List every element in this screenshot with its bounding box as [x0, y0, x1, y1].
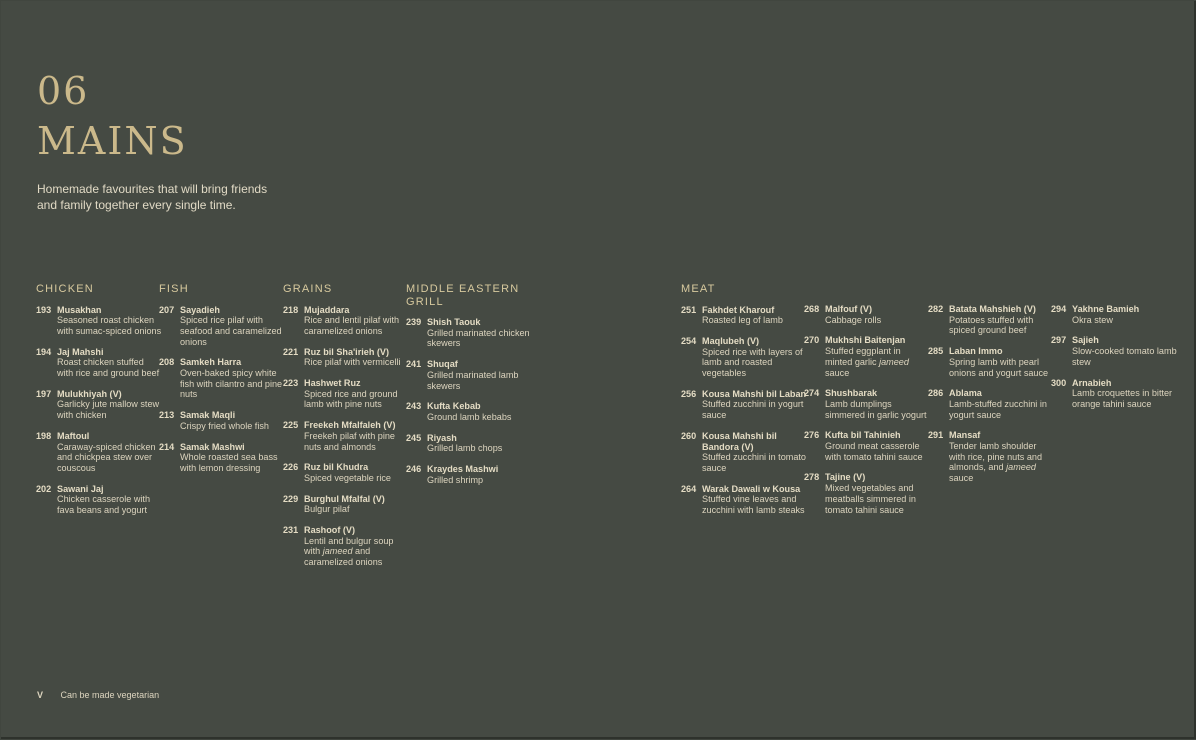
menu-item: [804, 335, 930, 378]
item-number: 231: [283, 525, 299, 536]
menu-item-list: [804, 304, 930, 515]
menu-item: [681, 484, 807, 516]
section-number: 06: [37, 69, 90, 113]
item-name: Rashoof (V): [304, 525, 356, 536]
item-number: 241: [406, 359, 422, 370]
item-description: Caraway-spiced chicken and chickpea stew over couscous: [57, 441, 156, 473]
item-name: Mukhshi Baitenjan: [825, 335, 906, 346]
item-name: Maftoul: [57, 430, 90, 441]
item-body: [304, 305, 409, 337]
item-name: Shuqaf: [427, 359, 458, 370]
menu-item: [928, 388, 1054, 420]
item-body: [180, 410, 285, 431]
menu-item: [36, 305, 162, 337]
menu-item: [681, 336, 807, 379]
item-name: Arnabieh: [1072, 377, 1112, 388]
item-name: Hashwet Ruz: [304, 378, 361, 389]
menu-item: [928, 430, 1054, 484]
column-heading: FISH: [159, 283, 189, 295]
item-name: Warak Dawali w Kousa: [702, 483, 801, 494]
item-number: 254: [681, 335, 697, 346]
menu-item: [804, 472, 930, 515]
item-description: Bulgur pilaf: [304, 504, 350, 515]
item-description: Cabbage rolls: [825, 314, 882, 325]
menu-item: [159, 410, 285, 431]
menu-item: [1051, 304, 1177, 325]
menu-item: [159, 357, 285, 400]
item-name: Burghul Mfalfal (V): [304, 493, 385, 504]
item-body: [427, 464, 532, 485]
item-description: Stuffed zucchini in tomato sauce: [702, 452, 806, 473]
item-name: Samak Mashwi: [180, 441, 245, 452]
item-number: 251: [681, 304, 697, 315]
item-body: [702, 336, 807, 379]
menu-item: [1051, 378, 1177, 410]
item-number: 264: [681, 483, 697, 494]
menu-item: [283, 420, 409, 452]
item-description: Rice pilaf with vermicelli: [304, 357, 401, 368]
item-name: Ablama: [949, 388, 982, 399]
item-name: Sajieh: [1072, 335, 1099, 346]
menu-item: [406, 433, 532, 454]
item-description: Roast chicken stuffed with rice and ground beef: [57, 357, 160, 379]
item-body: [304, 525, 409, 568]
menu-item: [406, 401, 532, 422]
item-body: [427, 359, 532, 391]
item-body: [702, 431, 807, 474]
item-body: [702, 305, 807, 326]
item-description: Grilled lamb chops: [427, 443, 503, 454]
item-name: Kousa Mahshi bil Laban: [702, 388, 807, 399]
item-body: [304, 420, 409, 452]
section-title: MAINS: [37, 119, 188, 163]
item-description: Lamb dumplings simmered in garlic yogurt: [825, 398, 927, 420]
menu-item: [283, 305, 409, 337]
item-body: [825, 430, 930, 462]
item-body: [427, 401, 532, 422]
item-description: Tender lamb shoulder with rice, pine nuts and almonds, and jameed sauce: [949, 441, 1043, 484]
item-body: [57, 484, 162, 516]
item-name: Shushbarak: [825, 388, 878, 399]
item-number: 260: [681, 430, 697, 441]
item-description: Seasoned roast chicken with sumac-spiced onions: [57, 315, 162, 336]
item-name: Samkeh Harra: [180, 357, 242, 368]
item-body: [180, 305, 285, 348]
section-intro: Homemade favourites that will bring friends and family together every single time.: [37, 182, 268, 212]
menu-column: [283, 283, 409, 578]
item-description: Chicken casserole with fava beans and yogurt: [57, 494, 150, 516]
item-description: Freekeh pilaf with pine nuts and almonds: [304, 430, 395, 452]
item-name: Kufta bil Tahinieh: [825, 430, 901, 441]
menu-item: [804, 304, 930, 325]
item-body: [1072, 335, 1177, 367]
item-number: 291: [928, 430, 944, 441]
menu-item: [159, 442, 285, 474]
item-number: 300: [1051, 377, 1067, 388]
menu-item: [36, 431, 162, 474]
item-name: Mujaddara: [304, 304, 350, 315]
item-description: Spiced rice with layers of lamb and roasted vegetables: [702, 346, 803, 379]
menu-item: [36, 347, 162, 379]
item-name: Yakhne Bamieh: [1072, 304, 1140, 314]
menu-page: [1, 1, 1196, 739]
item-body: [825, 335, 930, 378]
item-name: Freekeh Mfalfaleh (V): [304, 420, 396, 431]
item-description: Potatoes stuffed with spiced ground beef: [949, 314, 1034, 336]
item-name: Mansaf: [949, 430, 981, 441]
item-name: Kousa Mahshi bil Bandora (V): [702, 430, 777, 452]
menu-item: [283, 347, 409, 368]
menu-item: [804, 388, 930, 420]
menu-item: [681, 431, 807, 474]
item-name: Fakhdet Kharouf: [702, 304, 775, 315]
item-description: Slow-cooked tomato lamb stew: [1072, 346, 1177, 367]
menu-column: [681, 283, 807, 526]
legend-symbol: V: [37, 690, 44, 700]
menu-item: [406, 359, 532, 391]
item-number: 223: [283, 378, 299, 389]
item-body: [1072, 378, 1177, 410]
menu-item: [283, 378, 409, 410]
item-body: [949, 304, 1054, 336]
item-body: [949, 346, 1054, 378]
menu-item-list: [1051, 304, 1177, 410]
menu-item-list: [36, 305, 162, 516]
item-number: 226: [283, 462, 299, 473]
item-body: [702, 389, 807, 421]
menu-column: [928, 304, 1054, 494]
item-number: 278: [804, 472, 820, 483]
item-description: Grilled shrimp: [427, 474, 484, 485]
item-body: [57, 347, 162, 379]
item-body: [180, 357, 285, 400]
item-number: 213: [159, 410, 175, 421]
item-number: 256: [681, 388, 697, 399]
item-body: [57, 389, 162, 421]
item-name: Maqlubeh (V): [702, 335, 760, 346]
item-number: 207: [159, 304, 175, 315]
item-number: 198: [36, 430, 52, 441]
item-body: [427, 433, 532, 454]
menu-column: [804, 304, 930, 525]
menu-column: [406, 283, 532, 495]
item-number: 245: [406, 432, 422, 443]
menu-column: [159, 283, 285, 484]
item-name: Musakhan: [57, 304, 102, 315]
item-number: 225: [283, 420, 299, 431]
item-number: 243: [406, 401, 422, 412]
item-body: [304, 494, 409, 515]
item-body: [57, 431, 162, 474]
item-description: Garlicky jute mallow stew with chicken: [57, 399, 160, 421]
item-description: Stuffed vine leaves and zucchini with lamb steaks: [702, 494, 805, 516]
column-heading: CHICKEN: [36, 283, 94, 295]
item-description: Ground meat casserole with tomato tahini sauce: [825, 441, 923, 462]
column-heading: MEAT: [681, 283, 716, 295]
column-heading: MIDDLE EASTERN GRILL: [406, 283, 520, 308]
item-name: Riyash: [427, 432, 457, 443]
item-description: Lamb-stuffed zucchini in yogurt sauce: [949, 398, 1047, 420]
item-description: Oven-baked spicy white fish with cilantro and pine nuts: [180, 368, 283, 400]
menu-item: [406, 317, 532, 349]
menu-item: [928, 304, 1054, 336]
menu-item: [928, 346, 1054, 378]
item-number: 218: [283, 304, 299, 315]
item-number: 286: [928, 388, 944, 399]
item-description: Spiced vegetable rice: [304, 472, 391, 483]
item-body: [949, 388, 1054, 420]
item-name: Ruz bil Sha'irieh (V): [304, 346, 390, 357]
menu-item-list: [159, 305, 285, 474]
column-heading: GRAINS: [283, 283, 333, 295]
item-description: Spiced rice pilaf with seafood and caramelized onions: [180, 315, 282, 347]
item-body: [702, 484, 807, 516]
item-description: Stuffed zucchini in yogurt sauce: [702, 399, 804, 421]
menu-item: [36, 389, 162, 421]
item-name: Samak Maqli: [180, 410, 236, 421]
item-description: Rice and lentil pilaf with caramelized onions: [304, 315, 400, 336]
item-description: Whole roasted sea bass with lemon dressing: [180, 452, 278, 473]
item-number: 239: [406, 317, 422, 327]
item-description: Spiced rice and ground lamb with pine nuts: [304, 388, 398, 410]
item-name: Sawani Jaj: [57, 483, 104, 494]
item-description: Lentil and bulgur soup with jameed and caramelized onions: [304, 535, 394, 568]
item-body: [825, 472, 930, 515]
item-number: 285: [928, 346, 944, 357]
item-description: Spring lamb with pearl onions and yogurt sauce: [949, 356, 1049, 378]
item-name: Ruz bil Khudra: [304, 462, 369, 473]
item-number: 202: [36, 483, 52, 494]
menu-item: [681, 305, 807, 326]
item-name: Mulukhiyah (V): [57, 388, 122, 399]
item-number: 294: [1051, 304, 1067, 314]
item-description: Lamb croquettes in bitter orange tahini sauce: [1072, 388, 1173, 409]
menu-item-list: [928, 304, 1054, 484]
menu-item-list: [406, 317, 532, 485]
item-description: Crispy fried whole fish: [180, 420, 269, 431]
item-body: [949, 430, 1054, 484]
item-body: [427, 317, 532, 349]
menu-item: [1051, 335, 1177, 367]
menu-column: [1051, 304, 1177, 420]
menu-item: [159, 305, 285, 348]
item-number: 208: [159, 357, 175, 368]
item-body: [1072, 304, 1177, 325]
menu-item: [804, 430, 930, 462]
item-body: [304, 347, 409, 368]
item-description: Mixed vegetables and meatballs simmered in tomato tahini sauce: [825, 483, 916, 515]
menu-item-list: [681, 305, 807, 516]
item-body: [180, 442, 285, 474]
item-description: Okra stew: [1072, 314, 1113, 325]
item-number: 274: [804, 388, 820, 399]
item-name: Jaj Mahshi: [57, 346, 104, 357]
item-name: Laban Immo: [949, 346, 1003, 357]
item-description: Grilled marinated lamb skewers: [427, 369, 519, 391]
item-number: 276: [804, 430, 820, 441]
item-name: Kraydes Mashwi: [427, 464, 499, 475]
item-name: Kufta Kebab: [427, 401, 481, 412]
item-name: Tajine (V): [825, 472, 866, 483]
item-name: Batata Mahshieh (V): [949, 304, 1036, 314]
menu-item: [36, 484, 162, 516]
item-description: Ground lamb kebabs: [427, 411, 512, 422]
item-body: [825, 304, 930, 325]
item-number: 193: [36, 304, 52, 315]
item-body: [57, 305, 162, 337]
item-body: [825, 388, 930, 420]
menu-item: [283, 494, 409, 515]
item-number: 197: [36, 388, 52, 399]
menu-item: [283, 462, 409, 483]
item-description: Stuffed eggplant in minted garlic jameed sauce: [825, 346, 909, 378]
menu-item: [283, 525, 409, 568]
item-number: 214: [159, 441, 175, 452]
item-number: 270: [804, 335, 820, 346]
item-number: 297: [1051, 335, 1067, 346]
item-number: 194: [36, 346, 52, 357]
item-description: Grilled marinated chicken skewers: [427, 327, 530, 349]
menu-item-list: [283, 305, 409, 568]
item-number: 246: [406, 464, 422, 475]
item-body: [304, 462, 409, 483]
menu-item: [681, 389, 807, 421]
item-name: Shish Taouk: [427, 317, 481, 327]
item-name: Malfouf (V): [825, 304, 872, 314]
item-number: 282: [928, 304, 944, 314]
item-body: [304, 378, 409, 410]
item-number: 221: [283, 346, 299, 357]
item-name: Sayadieh: [180, 304, 220, 315]
item-number: 268: [804, 304, 820, 314]
menu-column: [36, 283, 162, 526]
legend: [37, 690, 159, 700]
item-number: 229: [283, 493, 299, 504]
legend-text: Can be made vegetarian: [60, 690, 160, 700]
item-description: Roasted leg of lamb: [702, 315, 783, 326]
menu-item: [406, 464, 532, 485]
